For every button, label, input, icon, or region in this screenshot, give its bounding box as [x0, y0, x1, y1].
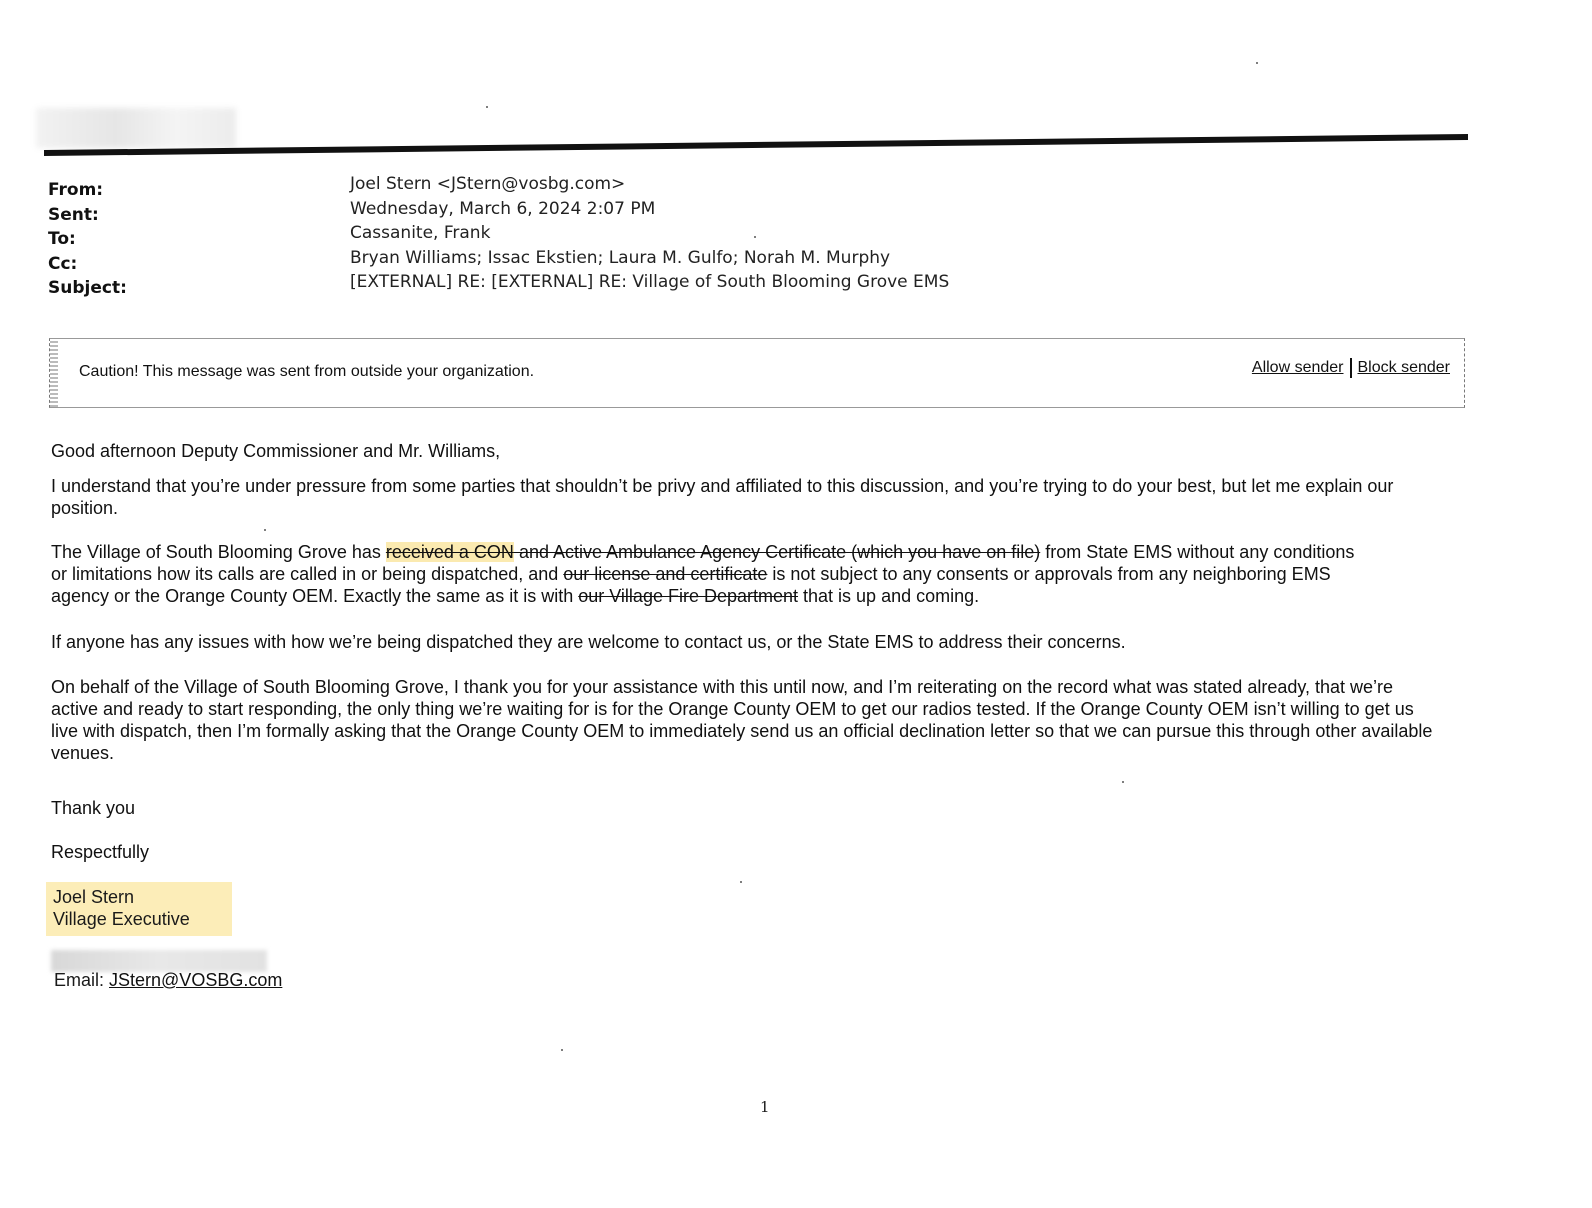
scan-speck [561, 1049, 563, 1051]
allow-sender-link[interactable]: Allow sender [1251, 359, 1344, 377]
paragraph-4: On behalf of the Village of South Blooming Grove, I thank you for your assistance with this until now, and I’m reiterating on the record what was stated already, that we’re active and ready to start responding, the only thing we’re waiting for is for the Orange County OEM to get our radios tested. If the Orange County OEM isn’t willing to get us live with dispatch, then I’m formally asking that the Orange County OEM to immediately send us an official declination letter so that we can pursue this through other available venues. [51, 677, 1433, 763]
link-separator [1350, 358, 1352, 378]
p2-text-c: is not subject to any consents or approvals from any neighboring EMS agency or the Orange County OEM. Exactly the same as it is with [51, 564, 1331, 606]
greeting: Good afternoon Deputy Commissioner and Mr. Williams, [51, 441, 501, 461]
cc-value: Bryan Williams; Issac Ekstien; Laura M. Gulfo; Norah M. Murphy [350, 247, 891, 268]
block-sender-link[interactable]: Block sender [1357, 359, 1450, 377]
p2-text-a: The Village of South Blooming Grove has [51, 542, 386, 562]
closing-line: Respectfully [51, 842, 150, 862]
from-value: Joel Stern <JStern@vosbg.com> [350, 174, 626, 194]
sent-label: Sent: [48, 204, 99, 225]
subject-value: [EXTERNAL] RE: [EXTERNAL] RE: Village of South Blooming Grove EMS [350, 272, 950, 292]
from-label: From: [48, 180, 104, 200]
to-label: To: [48, 229, 76, 249]
paragraph-1: I understand that you’re under pressure from some parties that shouldn’t be privy and affiliated to this discussion, and you’re trying to do your best, but let me explain our position. [51, 476, 1394, 518]
paragraph-2 [51, 541, 1371, 607]
signature-block [46, 882, 232, 936]
p2-strike-2: our license and certificate [563, 564, 768, 584]
sender-actions [1252, 358, 1450, 378]
signature-email-link[interactable]: JStern@VOSBG.com [109, 970, 283, 990]
signature-email-line [54, 970, 282, 991]
thanks-line: Thank you [51, 798, 136, 818]
header-rule [44, 134, 1468, 156]
p2-text-b: from State EMS without any conditions or limitations how its calls are called in or being dispatched, and [51, 542, 1355, 584]
signature-name: Joel Stern [53, 887, 135, 907]
subject-label: Subject: [48, 278, 127, 298]
cc-label: Cc: [48, 253, 78, 274]
scan-speck [264, 529, 266, 531]
p2-strike-1: and Active Ambulance Agency Certificate (which you have on file) [513, 542, 1041, 562]
page-number: 1 [760, 1098, 770, 1116]
scan-speck [486, 106, 488, 108]
sent-value: Wednesday, March 6, 2024 2:07 PM [350, 198, 656, 219]
to-value: Cassanite, Frank [350, 223, 491, 243]
p2-strike-3: our Village Fire Department [578, 586, 799, 606]
paragraph-3: If anyone has any issues with how we’re being dispatched they are welcome to contact us, or the State EMS to address their concerns. [51, 632, 1126, 652]
scan-speck [1122, 781, 1124, 783]
signature-title: Village Executive [53, 909, 190, 929]
redacted-phone-area [51, 950, 267, 972]
caution-stripe [50, 339, 58, 407]
caution-text: Caution! This message was sent from outside your organization. [79, 363, 535, 380]
email-label: Email: [54, 970, 110, 990]
p2-text-d: that is up and coming. [798, 586, 980, 606]
p2-highlight: received a CON [385, 542, 514, 562]
scan-speck [754, 236, 756, 238]
scan-speck [1256, 62, 1258, 64]
external-caution-banner [49, 338, 1465, 408]
scan-speck [740, 881, 742, 883]
